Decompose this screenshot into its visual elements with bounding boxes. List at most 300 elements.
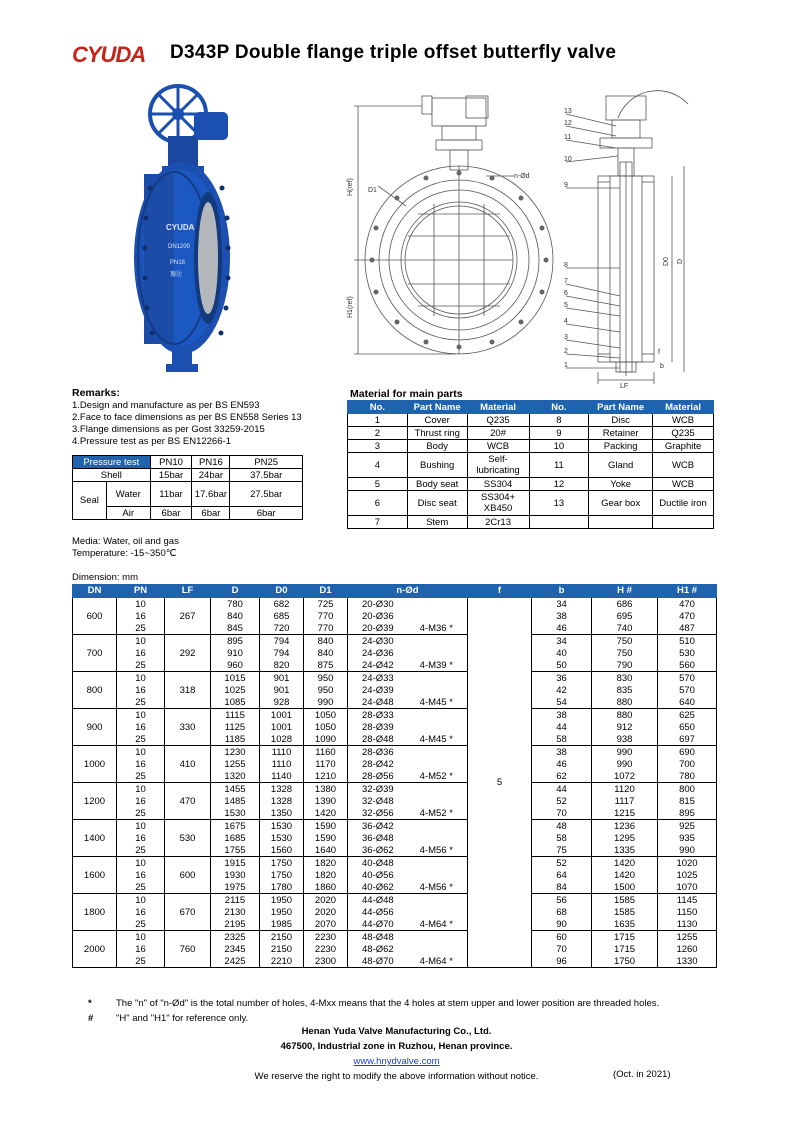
d1-cell: 2230 xyxy=(304,943,348,955)
material-cell: Thrust ring xyxy=(407,427,467,440)
h-cell: 750 xyxy=(592,635,658,648)
nod-cell: 48-Ø70 xyxy=(348,955,406,968)
nod-cell: 28-Ø42 xyxy=(348,758,406,770)
dimension-label: Dimension: mm xyxy=(72,572,138,583)
nod-cell: 48-Ø62 xyxy=(348,943,406,955)
b-cell: 70 xyxy=(532,943,592,955)
d-cell: 1485 xyxy=(211,795,260,807)
d1-cell: 2070 xyxy=(304,918,348,931)
dn-cell: 1400 xyxy=(73,820,117,857)
b-cell: 44 xyxy=(532,783,592,796)
h-cell: 938 xyxy=(592,733,658,746)
material-title: Material for main parts xyxy=(350,388,463,400)
nod-cell: 48-Ø48 xyxy=(348,931,406,944)
pn-cell: 25 xyxy=(117,844,165,857)
table-row xyxy=(73,672,717,685)
nod-cell: 32-Ø48 xyxy=(348,795,406,807)
material-cell: WCB xyxy=(653,453,714,478)
material-cell: Ductile iron xyxy=(653,491,714,516)
b-cell: 36 xyxy=(532,672,592,685)
nod-cell: 28-Ø56 xyxy=(348,770,406,783)
d-cell: 780 xyxy=(211,598,260,611)
website-link[interactable]: www.hnydvalve.com xyxy=(353,1056,440,1067)
nod-cell: 24-Ø36 xyxy=(348,647,406,659)
threaded-hole-cell: 4-M45 * xyxy=(406,733,468,746)
h-cell: 1072 xyxy=(592,770,658,783)
remarks-section xyxy=(72,387,342,448)
d1-cell: 990 xyxy=(304,696,348,709)
nod-cell: 40-Ø56 xyxy=(348,869,406,881)
b-cell: 60 xyxy=(532,931,592,944)
table-row xyxy=(73,931,717,944)
b-cell: 46 xyxy=(532,758,592,770)
shell-label: Shell xyxy=(73,469,151,482)
d-cell: 1230 xyxy=(211,746,260,759)
threaded-hole-cell xyxy=(406,869,468,881)
shell-value: 15bar xyxy=(150,469,192,482)
d1-cell: 1390 xyxy=(304,795,348,807)
nod-dimension-label: n-Ød xyxy=(514,173,530,180)
dn-cell: 800 xyxy=(73,672,117,709)
h-cell: 1215 xyxy=(592,807,658,820)
remarks-title: Remarks: xyxy=(72,387,120,399)
material-col-header: No. xyxy=(529,401,589,414)
nod-cell: 20-Ø30 xyxy=(348,598,406,611)
pn-cell: 10 xyxy=(117,672,165,685)
pn-cell: 16 xyxy=(117,832,165,844)
h-cell: 912 xyxy=(592,721,658,733)
h1-cell: 800 xyxy=(658,783,717,796)
d1-cell: 840 xyxy=(304,635,348,648)
material-cell: Gland xyxy=(589,453,653,478)
nod-cell: 20-Ø39 xyxy=(348,622,406,635)
b-cell: 52 xyxy=(532,857,592,870)
d-cell: 2115 xyxy=(211,894,260,907)
material-row xyxy=(348,414,714,427)
table-row xyxy=(73,820,717,833)
pn-cell: 25 xyxy=(117,955,165,968)
d0-cell: 1950 xyxy=(260,894,304,907)
h1-cell: 487 xyxy=(658,622,717,635)
pn-cell: 10 xyxy=(117,635,165,648)
part-number-label: 3 xyxy=(564,334,568,341)
d-cell: 910 xyxy=(211,647,260,659)
threaded-hole-cell xyxy=(406,906,468,918)
nod-cell: 24-Ø39 xyxy=(348,684,406,696)
d-cell: 2325 xyxy=(211,931,260,944)
part-number-label: 13 xyxy=(564,108,572,115)
material-cell: 6 xyxy=(348,491,408,516)
d1-cell: 1590 xyxy=(304,820,348,833)
pn-cell: 25 xyxy=(117,770,165,783)
material-cell: Disc xyxy=(589,414,653,427)
h-cell: 1420 xyxy=(592,857,658,870)
h-cell: 750 xyxy=(592,647,658,659)
threaded-hole-cell xyxy=(406,598,468,611)
pn-cell: 16 xyxy=(117,795,165,807)
water-value: 17.6bar xyxy=(192,482,230,507)
h1-cell: 1025 xyxy=(658,869,717,881)
temperature-text: Temperature: -15~350℃ xyxy=(72,548,177,559)
material-cell: Disc seat xyxy=(407,491,467,516)
nod-cell: 28-Ø36 xyxy=(348,746,406,759)
material-col-header: Material xyxy=(653,401,714,414)
water-value: 11bar xyxy=(150,482,192,507)
d0-cell: 1530 xyxy=(260,832,304,844)
d-cell: 1915 xyxy=(211,857,260,870)
threaded-hole-cell xyxy=(406,943,468,955)
nod-cell: 28-Ø48 xyxy=(348,733,406,746)
material-cell: 7 xyxy=(348,516,408,529)
table-row xyxy=(73,894,717,907)
seal-label: Seal xyxy=(73,482,107,520)
side-view-drawing xyxy=(560,96,710,390)
dim-col-header: b xyxy=(532,585,592,598)
threaded-hole-cell xyxy=(406,795,468,807)
d0-cell: 2150 xyxy=(260,943,304,955)
d0-dimension-label: D0 xyxy=(663,257,670,266)
table-row xyxy=(73,709,717,722)
dim-col-header: PN xyxy=(117,585,165,598)
part-number-label: 9 xyxy=(564,182,568,189)
d0-cell: 1140 xyxy=(260,770,304,783)
pn-cell: 16 xyxy=(117,943,165,955)
pn-header: PN25 xyxy=(230,456,303,469)
h-cell: 1420 xyxy=(592,869,658,881)
dn-cell: 700 xyxy=(73,635,117,672)
material-row xyxy=(348,440,714,453)
material-row xyxy=(348,427,714,440)
threaded-hole-cell xyxy=(406,709,468,722)
lf-cell: 470 xyxy=(165,783,211,820)
material-row xyxy=(348,478,714,491)
company-logo: CYUDA xyxy=(72,42,146,67)
dn-cell: 600 xyxy=(73,598,117,635)
threaded-hole-cell xyxy=(406,721,468,733)
material-cell: Yoke xyxy=(589,478,653,491)
h-dimension-label: H(ref) xyxy=(347,178,354,196)
d-cell: 960 xyxy=(211,659,260,672)
pn-cell: 10 xyxy=(117,820,165,833)
shell-value: 24bar xyxy=(192,469,230,482)
material-cell: Body xyxy=(407,440,467,453)
material-row xyxy=(348,491,714,516)
d-cell: 1930 xyxy=(211,869,260,881)
d1-cell: 1210 xyxy=(304,770,348,783)
b-cell: 75 xyxy=(532,844,592,857)
b-dimension-label: b xyxy=(660,363,664,370)
b-cell: 68 xyxy=(532,906,592,918)
page-footer xyxy=(0,1024,793,1084)
h1-cell: 1130 xyxy=(658,918,717,931)
pn-cell: 16 xyxy=(117,684,165,696)
h1-cell: 570 xyxy=(658,684,717,696)
h1-dimension-label: H1(ref) xyxy=(347,296,354,318)
material-cell: 11 xyxy=(529,453,589,478)
company-name: Henan Yuda Valve Manufacturing Co., Ltd. xyxy=(301,1026,492,1037)
d1-cell: 2020 xyxy=(304,894,348,907)
nod-cell: 24-Ø30 xyxy=(348,635,406,648)
b-cell: 42 xyxy=(532,684,592,696)
b-cell: 90 xyxy=(532,918,592,931)
note-text: The "n" of "n-Ød" is the total number of holes, 4-Mxx means that the 4 holes at stem upper and lower position are threaded holes. xyxy=(116,998,660,1009)
nod-cell: 20-Ø36 xyxy=(348,610,406,622)
d-cell: 1530 xyxy=(211,807,260,820)
h-cell: 740 xyxy=(592,622,658,635)
threaded-hole-cell xyxy=(406,672,468,685)
material-col-header: Material xyxy=(467,401,529,414)
b-cell: 54 xyxy=(532,696,592,709)
dim-col-header: H1 # xyxy=(658,585,717,598)
pn-cell: 25 xyxy=(117,622,165,635)
material-cell: Self-lubricating xyxy=(467,453,529,478)
material-cell: Retainer xyxy=(589,427,653,440)
lf-cell: 318 xyxy=(165,672,211,709)
material-cell: Body seat xyxy=(407,478,467,491)
material-cell xyxy=(653,516,714,529)
h1-cell: 1150 xyxy=(658,906,717,918)
photo-brand-mark: 豫达 xyxy=(170,271,183,278)
d-cell: 1115 xyxy=(211,709,260,722)
material-cell: Gear box xyxy=(589,491,653,516)
h1-cell: 510 xyxy=(658,635,717,648)
h-cell: 1750 xyxy=(592,955,658,968)
d-cell: 2130 xyxy=(211,906,260,918)
d0-cell: 901 xyxy=(260,684,304,696)
d-cell: 1455 xyxy=(211,783,260,796)
threaded-hole-cell: 4-M56 * xyxy=(406,844,468,857)
d1-cell: 1420 xyxy=(304,807,348,820)
remark-item: 2.Face to face dimensions as per BS EN558 Series 13 xyxy=(72,412,302,423)
h1-cell: 780 xyxy=(658,770,717,783)
material-row xyxy=(348,516,714,529)
material-cell xyxy=(529,516,589,529)
d-cell: 1975 xyxy=(211,881,260,894)
dn-cell: 1000 xyxy=(73,746,117,783)
note-item xyxy=(88,996,659,1011)
nod-cell: 28-Ø39 xyxy=(348,721,406,733)
h-cell: 1117 xyxy=(592,795,658,807)
table-row xyxy=(73,635,717,648)
material-cell: Packing xyxy=(589,440,653,453)
threaded-hole-cell xyxy=(406,857,468,870)
dim-col-header: DN xyxy=(73,585,117,598)
material-cell: WCB xyxy=(653,414,714,427)
photo-pressure-mark: PN16 xyxy=(170,260,186,266)
part-number-label: 4 xyxy=(564,318,568,325)
material-cell: 2 xyxy=(348,427,408,440)
b-cell: 34 xyxy=(532,635,592,648)
b-cell: 44 xyxy=(532,721,592,733)
table-row xyxy=(73,746,717,759)
h1-cell: 530 xyxy=(658,647,717,659)
nod-cell: 36-Ø62 xyxy=(348,844,406,857)
d-cell: 1675 xyxy=(211,820,260,833)
note-text: "H" and "H1" for reference only. xyxy=(116,1013,249,1024)
d1-cell: 770 xyxy=(304,622,348,635)
part-number-label: 7 xyxy=(564,278,568,285)
threaded-hole-cell: 4-M52 * xyxy=(406,807,468,820)
company-address: 467500, Industrial zone in Ruzhou, Henan province. xyxy=(280,1041,513,1052)
lf-cell: 267 xyxy=(165,598,211,635)
dim-col-header: D1 xyxy=(304,585,348,598)
d-dimension-label: D xyxy=(677,258,684,264)
d0-cell: 1328 xyxy=(260,783,304,796)
pn-cell: 10 xyxy=(117,894,165,907)
threaded-hole-cell: 4-M36 * xyxy=(406,622,468,635)
b-cell: 38 xyxy=(532,709,592,722)
part-number-label: 1 xyxy=(564,362,568,369)
threaded-hole-cell: 4-M64 * xyxy=(406,955,468,968)
pn-cell: 25 xyxy=(117,659,165,672)
threaded-hole-cell xyxy=(406,746,468,759)
h1-cell: 1020 xyxy=(658,857,717,870)
b-cell: 48 xyxy=(532,820,592,833)
remark-item: 1.Design and manufacture as per BS EN593 xyxy=(72,400,260,411)
part-number-label: 8 xyxy=(564,262,568,269)
lf-cell: 530 xyxy=(165,820,211,857)
d0-cell: 794 xyxy=(260,635,304,648)
d0-cell: 1780 xyxy=(260,881,304,894)
d1-cell: 1160 xyxy=(304,746,348,759)
h-cell: 1585 xyxy=(592,906,658,918)
part-number-label: 2 xyxy=(564,348,568,355)
threaded-hole-cell xyxy=(406,783,468,796)
dim-col-header: H # xyxy=(592,585,658,598)
d0-cell: 1530 xyxy=(260,820,304,833)
water-value: 27.5bar xyxy=(230,482,303,507)
threaded-hole-cell xyxy=(406,894,468,907)
pn-cell: 10 xyxy=(117,598,165,611)
nod-cell: 44-Ø48 xyxy=(348,894,406,907)
lf-cell: 292 xyxy=(165,635,211,672)
pn-header: PN16 xyxy=(192,456,230,469)
d1-cell: 1050 xyxy=(304,721,348,733)
h-cell: 686 xyxy=(592,598,658,611)
threaded-hole-cell xyxy=(406,758,468,770)
part-number-label: 11 xyxy=(564,134,572,141)
b-cell: 56 xyxy=(532,894,592,907)
note-mark: * xyxy=(88,998,92,1009)
h1-cell: 690 xyxy=(658,746,717,759)
material-cell: 10 xyxy=(529,440,589,453)
h1-cell: 1070 xyxy=(658,881,717,894)
b-cell: 62 xyxy=(532,770,592,783)
material-cell xyxy=(589,516,653,529)
pn-header: PN10 xyxy=(150,456,192,469)
material-cell: Q235 xyxy=(653,427,714,440)
d0-cell: 820 xyxy=(260,659,304,672)
table-row xyxy=(73,857,717,870)
material-cell: 9 xyxy=(529,427,589,440)
d0-cell: 1750 xyxy=(260,869,304,881)
dimension-table xyxy=(72,584,717,968)
d-cell: 2425 xyxy=(211,955,260,968)
material-cell: WCB xyxy=(653,478,714,491)
air-label: Air xyxy=(106,507,150,520)
f-cell: 5 xyxy=(468,598,532,968)
threaded-hole-cell: 4-M52 * xyxy=(406,770,468,783)
d0-cell: 1110 xyxy=(260,746,304,759)
h-cell: 1236 xyxy=(592,820,658,833)
h1-cell: 625 xyxy=(658,709,717,722)
material-cell: Cover xyxy=(407,414,467,427)
d0-cell: 1950 xyxy=(260,906,304,918)
d1-cell: 1590 xyxy=(304,832,348,844)
threaded-hole-cell: 4-M56 * xyxy=(406,881,468,894)
front-view-drawing xyxy=(346,96,556,386)
d1-cell: 2020 xyxy=(304,906,348,918)
d-cell: 2345 xyxy=(211,943,260,955)
pn-cell: 16 xyxy=(117,610,165,622)
material-cell: 4 xyxy=(348,453,408,478)
d0-cell: 1001 xyxy=(260,709,304,722)
dim-col-header: LF xyxy=(165,585,211,598)
air-value: 6bar xyxy=(192,507,230,520)
page-title: D343P Double flange triple offset butterfly valve xyxy=(170,42,617,63)
d-cell: 1685 xyxy=(211,832,260,844)
pn-cell: 16 xyxy=(117,721,165,733)
b-cell: 34 xyxy=(532,598,592,611)
material-cell: SS304+ XB450 xyxy=(467,491,529,516)
material-cell: Q235 xyxy=(467,414,529,427)
material-cell: 2Cr13 xyxy=(467,516,529,529)
material-col-header: Part Name xyxy=(407,401,467,414)
d0-cell: 928 xyxy=(260,696,304,709)
pn-cell: 10 xyxy=(117,746,165,759)
h1-cell: 935 xyxy=(658,832,717,844)
disclaimer-text: We reserve the right to modify the above information without notice. xyxy=(254,1071,539,1082)
part-number-label: 12 xyxy=(564,120,572,127)
dim-col-header: D xyxy=(211,585,260,598)
threaded-hole-cell xyxy=(406,832,468,844)
d0-cell: 1028 xyxy=(260,733,304,746)
h-cell: 830 xyxy=(592,672,658,685)
h-cell: 790 xyxy=(592,659,658,672)
media-text: Media: Water, oil and gas xyxy=(72,536,179,547)
pn-cell: 25 xyxy=(117,918,165,931)
dn-cell: 1600 xyxy=(73,857,117,894)
notes-section xyxy=(88,996,659,1026)
d1-cell: 1090 xyxy=(304,733,348,746)
d0-cell: 1560 xyxy=(260,844,304,857)
h1-cell: 815 xyxy=(658,795,717,807)
h1-cell: 470 xyxy=(658,598,717,611)
lf-cell: 410 xyxy=(165,746,211,783)
pn-cell: 16 xyxy=(117,758,165,770)
material-col-header: No. xyxy=(348,401,408,414)
h-cell: 990 xyxy=(592,746,658,759)
threaded-hole-cell xyxy=(406,684,468,696)
d1-cell: 2230 xyxy=(304,931,348,944)
h1-cell: 650 xyxy=(658,721,717,733)
h1-cell: 700 xyxy=(658,758,717,770)
h1-cell: 895 xyxy=(658,807,717,820)
table-row xyxy=(73,598,717,611)
dn-cell: 900 xyxy=(73,709,117,746)
document-date: (Oct. in 2021) xyxy=(613,1069,671,1080)
nod-cell: 36-Ø48 xyxy=(348,832,406,844)
threaded-hole-cell: 4-M39 * xyxy=(406,659,468,672)
pn-cell: 25 xyxy=(117,696,165,709)
d-cell: 1025 xyxy=(211,684,260,696)
threaded-hole-cell xyxy=(406,931,468,944)
nod-cell: 44-Ø56 xyxy=(348,906,406,918)
lf-cell: 330 xyxy=(165,709,211,746)
note-mark: # xyxy=(88,1013,94,1024)
pn-cell: 16 xyxy=(117,647,165,659)
part-number-label: 5 xyxy=(564,302,568,309)
